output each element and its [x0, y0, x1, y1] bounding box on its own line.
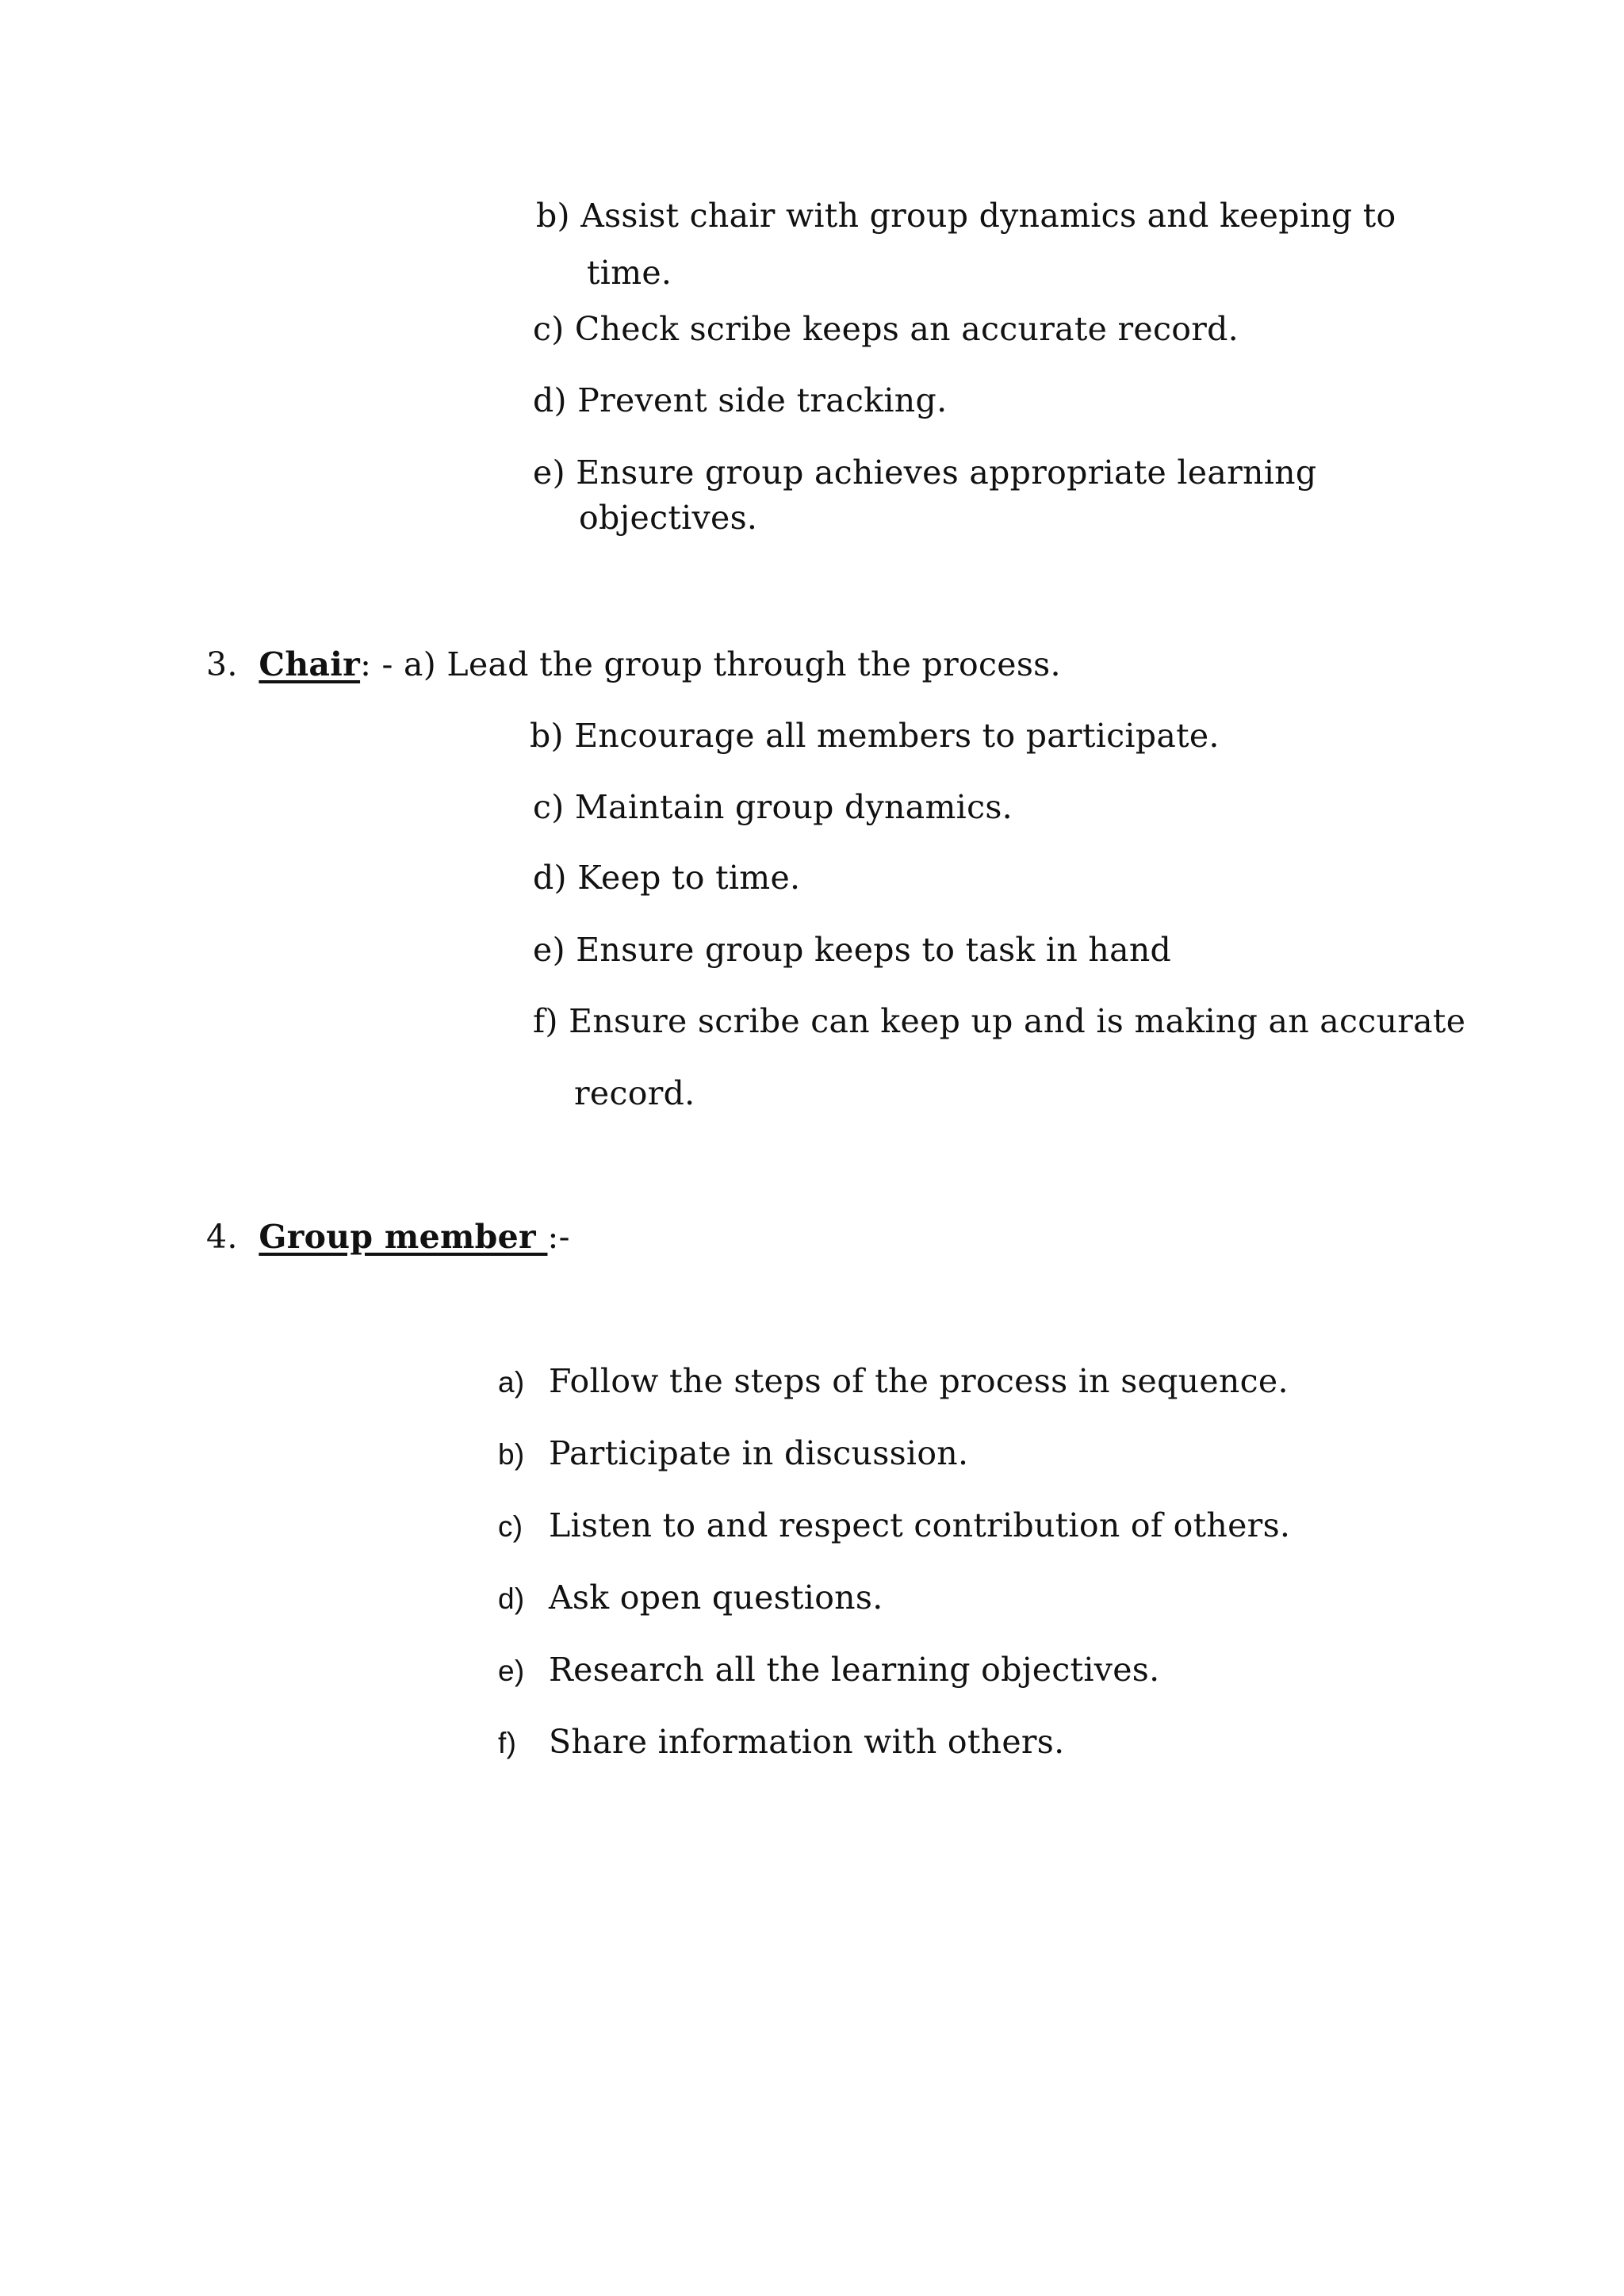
chair-heading: [206, 645, 1061, 683]
item-label: d): [533, 381, 567, 419]
prev-item-e-continuation: objectives.: [579, 499, 758, 537]
section-title: Group member: [259, 1218, 548, 1256]
item-label: d): [498, 1582, 525, 1615]
item-text: Ensure scribe can keep up and is making an accurate: [569, 1002, 1466, 1040]
chair-item-e: [533, 931, 1172, 969]
item-label: c): [498, 1510, 523, 1543]
item-label: e): [533, 931, 565, 969]
prev-item-e: [533, 453, 1317, 492]
member-item-c: [498, 1506, 1291, 1544]
item-text: Ensure group keeps to task in hand: [576, 931, 1172, 969]
member-item-b: [498, 1434, 969, 1472]
chair-item-c: [533, 788, 1013, 826]
item-label: a): [498, 1366, 525, 1399]
member-item-d: [498, 1578, 883, 1617]
item-label: e): [533, 453, 565, 492]
prev-item-b: [536, 197, 1396, 235]
item-text: Maintain group dynamics.: [574, 788, 1013, 826]
item-label: f): [533, 1002, 558, 1040]
item-label: b): [498, 1438, 525, 1471]
prev-item-d: [533, 381, 948, 419]
item-label: b): [536, 197, 570, 235]
section-number: 4.: [206, 1218, 238, 1256]
item-label: c): [533, 310, 565, 348]
item-text: Participate in discussion.: [549, 1434, 969, 1472]
item-text: Encourage all members to participate.: [574, 717, 1220, 755]
section-title: Chair: [259, 645, 361, 683]
section-separator: :-: [547, 1218, 570, 1256]
chair-item-d: [533, 859, 801, 897]
item-label: b): [530, 717, 564, 755]
item-text: Assist chair with group dynamics and keeping to: [580, 197, 1396, 235]
item-text: Check scribe keeps an accurate record.: [574, 310, 1239, 348]
item-text: Ensure group achieves appropriate learning: [576, 453, 1317, 492]
prev-item-c: [533, 310, 1239, 348]
item-text: Share information with others.: [549, 1723, 1065, 1761]
chair-item-f-continuation: record.: [574, 1074, 695, 1112]
item-text: Follow the steps of the process in sequence.: [549, 1362, 1289, 1400]
section-number: 3.: [206, 645, 238, 683]
member-item-f: [498, 1723, 1065, 1761]
item-text: Research all the learning objectives.: [549, 1651, 1160, 1689]
chair-item-f: [533, 1002, 1466, 1040]
item-label: e): [498, 1655, 525, 1687]
item-label: d): [533, 859, 567, 897]
item-text: Prevent side tracking.: [577, 381, 948, 419]
item-text: Lead the group through the process.: [446, 645, 1061, 683]
member-item-a: [498, 1362, 1289, 1400]
section-separator: : -: [360, 645, 393, 683]
chair-item-b: [530, 717, 1220, 755]
item-text: Ask open questions.: [549, 1578, 883, 1617]
item-text: Keep to time.: [577, 859, 801, 897]
item-label: c): [533, 788, 565, 826]
group-member-heading: [206, 1218, 570, 1256]
prev-item-b-continuation: time.: [587, 254, 672, 292]
member-item-e: [498, 1651, 1160, 1689]
item-label: a): [404, 645, 437, 683]
item-label: f): [498, 1727, 517, 1759]
item-text: Listen to and respect contribution of others.: [549, 1506, 1291, 1544]
